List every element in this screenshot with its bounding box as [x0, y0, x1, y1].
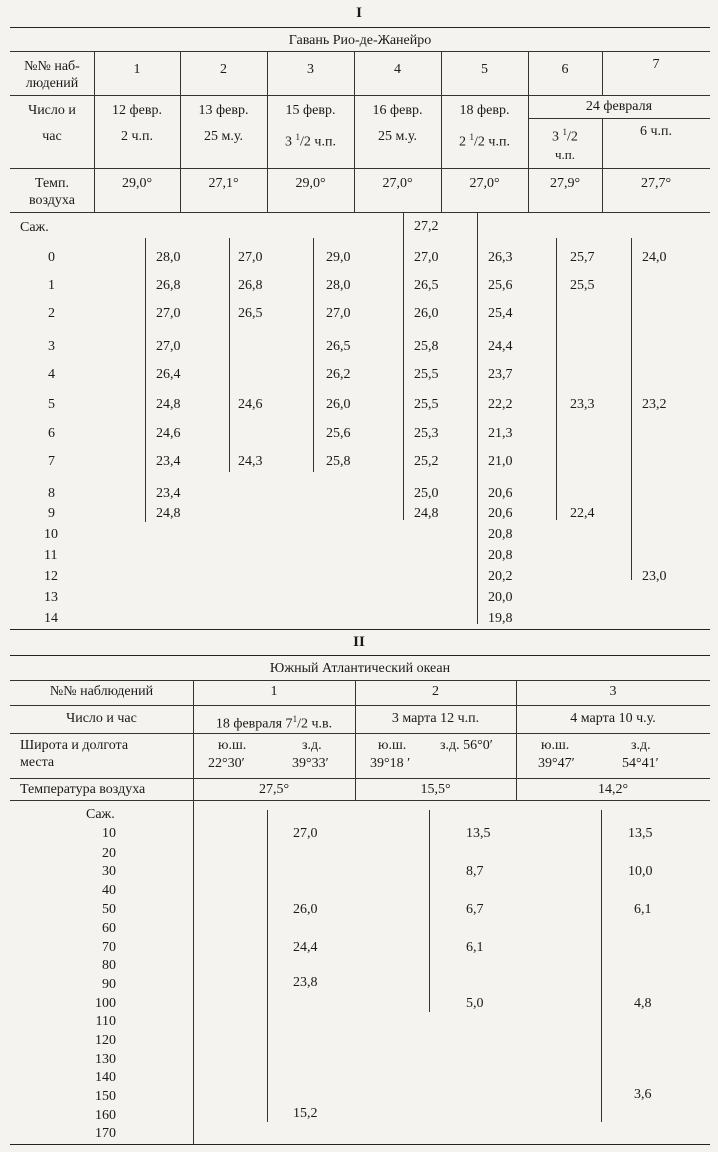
- table2-cell: 23,8: [293, 975, 318, 990]
- table1-depth: 4: [48, 367, 55, 382]
- table1-col7-bracket: [631, 238, 632, 580]
- table1-date: 13 февр.: [198, 103, 249, 118]
- table2-cell: 6,1: [466, 940, 484, 955]
- table1-merged-date: 24 февраля: [585, 99, 653, 114]
- table1-cell: 23,7: [488, 367, 513, 382]
- table1-depth: 3: [48, 339, 55, 354]
- table2-depth: 80: [102, 958, 116, 973]
- table2-lon-label: з.д.: [631, 738, 651, 753]
- table1-air-temp: 29,0°: [121, 176, 153, 191]
- table2-date: 4 марта 10 ч.у.: [570, 711, 656, 726]
- table2-obs-number: 1: [270, 684, 278, 699]
- table2-lat-value: 39°47′: [538, 756, 575, 771]
- table1-air-temp: 27,7°: [640, 176, 672, 191]
- table1-cell: 25,7: [570, 250, 595, 265]
- table2-cell: 5,0: [466, 996, 484, 1011]
- table2-depth: 150: [95, 1089, 116, 1104]
- table1-cell: 25,5: [570, 278, 595, 293]
- table2-depth: 120: [95, 1033, 116, 1048]
- table1-cell: 26,0: [326, 397, 351, 412]
- table1-cell: 20,6: [488, 506, 513, 521]
- table1-depth: 5: [48, 397, 55, 412]
- table1-cell: 26,8: [156, 278, 181, 293]
- table2-col1-bracket: [267, 810, 268, 1122]
- table1-label-temp: Темп.: [34, 176, 70, 191]
- table1-cell: 26,8: [238, 278, 263, 293]
- table1-depth: 10: [44, 527, 58, 542]
- time-fraction-denominator: /2: [300, 134, 311, 150]
- table1-col1-bracket: [145, 238, 146, 522]
- table1-cell: 27,0: [326, 306, 351, 321]
- table1-label-temp: воздуха: [29, 193, 75, 208]
- table1-date: 15 февр.: [285, 103, 336, 118]
- table2-col3-bracket: [601, 810, 602, 1122]
- table1-time: 2 ч.п.: [120, 129, 154, 144]
- table2-lon-label: з.д.: [302, 738, 322, 753]
- table1-cell: 25,0: [414, 486, 439, 501]
- table1-cell: 23,3: [570, 397, 595, 412]
- table2-cell: 15,2: [293, 1106, 318, 1121]
- time-int: 2: [459, 134, 467, 150]
- table1-depth: 12: [44, 569, 58, 584]
- time-int: 3: [285, 134, 293, 150]
- table1-obs-number: 5: [481, 62, 488, 77]
- table2-depth: 40: [102, 883, 116, 898]
- table1-obs-number: 4: [394, 62, 401, 77]
- table2-cell: 13,5: [628, 826, 653, 841]
- table1-depth: 9: [48, 506, 55, 521]
- table1-cell: 27,0: [414, 250, 439, 265]
- table1-air-temp: 27,0°: [469, 176, 500, 191]
- table1-cell: 21,3: [488, 426, 513, 441]
- table1-depth: 13: [44, 590, 58, 605]
- table2-header-rule: [10, 800, 710, 801]
- table1-cell: 20,6: [488, 486, 513, 501]
- table1-cell: 25,3: [414, 426, 439, 441]
- table1-obs-number: 2: [220, 62, 227, 77]
- table2-cell: 6,7: [466, 902, 484, 917]
- table1-cell: 22,4: [570, 506, 595, 521]
- table1-cell: 29,0: [326, 250, 351, 265]
- table1-cell: 20,0: [488, 590, 513, 605]
- table1-cell: 24,8: [414, 506, 439, 521]
- table2-header-rule: [10, 778, 710, 779]
- table2-depth: 170: [95, 1126, 116, 1141]
- table1-date: 12 февр.: [112, 103, 162, 118]
- table2-cell: 10,0: [628, 864, 653, 879]
- table2-lon-value: 39°33′: [292, 756, 329, 771]
- table1-cell: 26,5: [238, 306, 263, 321]
- table1-header-rule: [10, 95, 710, 96]
- table2-depth: 160: [95, 1108, 116, 1123]
- table1-time: 25 м.у.: [378, 129, 417, 144]
- time-fraction-denominator: /2: [474, 134, 485, 150]
- table2-header-rule: [10, 680, 710, 681]
- table1-cell: 26,0: [414, 306, 439, 321]
- table2-air-temp: 14,2°: [597, 782, 629, 797]
- table1-obs-number: 7: [652, 57, 660, 72]
- table2-roman-numeral: II: [353, 634, 365, 650]
- time-fraction-numerator: 1: [469, 132, 475, 142]
- table1-title-rule: [10, 51, 710, 52]
- table1-cell: 25,8: [326, 454, 351, 469]
- table2-cell: 4,8: [634, 996, 652, 1011]
- table1-col4-bracket: [403, 212, 404, 520]
- table1-cell: 25,5: [414, 397, 439, 412]
- table1-header-rule: [10, 212, 710, 213]
- table2-depth: 130: [95, 1052, 116, 1067]
- table1-cell: 26,2: [326, 367, 351, 382]
- table1-header-rule: [528, 118, 710, 119]
- table1-cell: 23,2: [642, 397, 667, 412]
- table1-cell: 23,4: [156, 486, 181, 501]
- table2-date: [193, 711, 355, 733]
- table1-cell: 24,0: [642, 250, 667, 265]
- time-fraction-numerator: 1: [295, 132, 301, 142]
- table2-obs-number: 3: [609, 684, 617, 699]
- table2-cell: 8,7: [466, 864, 484, 879]
- table1-cell: 27,0: [156, 306, 181, 321]
- table1-label-obs: №№ наб-: [24, 59, 80, 74]
- table1-depth: 14: [44, 611, 58, 626]
- table1-cell: 24,8: [156, 397, 181, 412]
- table1-depth: 1: [48, 278, 55, 293]
- table2-depth: 110: [95, 1014, 116, 1029]
- table1-cell: 27,0: [238, 250, 263, 265]
- date-fraction-rest: /2 ч.в.: [297, 716, 333, 732]
- table1-time-unit: ч.п.: [555, 147, 575, 162]
- table2-top-rule: [10, 655, 710, 656]
- table1-cell: 22,2: [488, 397, 513, 412]
- table2-depth: 100: [95, 996, 116, 1011]
- table2-depth-label: Саж.: [86, 807, 115, 822]
- table1-depth: 6: [48, 426, 55, 441]
- table1-air-temp: 29,0°: [295, 176, 326, 191]
- table1-cell: 23,4: [156, 454, 181, 469]
- table1-time: [441, 129, 528, 151]
- table1-date: 16 февр.: [372, 103, 423, 118]
- table2-lat-label: ю.ш.: [218, 738, 247, 753]
- table2-label-position: Широта и долгота: [20, 738, 129, 753]
- table1-date: 18 февр.: [459, 103, 510, 118]
- table2-air-temp: 15,5°: [420, 782, 451, 797]
- time-unit: ч.п.: [314, 134, 336, 150]
- table1-cell: 25,4: [488, 306, 513, 321]
- table1-cell: 26,4: [156, 367, 181, 382]
- table2-depth: 10: [102, 826, 116, 841]
- table2-lon-value: з.д. 56°0′: [440, 738, 493, 753]
- table1-time: [267, 129, 354, 151]
- table1-depth: 7: [48, 454, 55, 469]
- table1-cell: 19,8: [488, 611, 513, 626]
- table1-title: Гавань Рио-де-Жанейро: [288, 33, 432, 48]
- table2-cell: 6,1: [634, 902, 652, 917]
- table1-time: [528, 124, 602, 146]
- table1-cell: 24,6: [156, 426, 181, 441]
- table1-cell: 28,0: [326, 278, 351, 293]
- table2-lon-value: 54°41′: [622, 756, 659, 771]
- table2-cell: 27,0: [293, 826, 318, 841]
- table2-depth: 60: [102, 921, 116, 936]
- table2-title: Южный Атлантический океан: [269, 661, 451, 676]
- table2-cell: 3,6: [634, 1087, 652, 1102]
- table1-cell: 26,5: [326, 339, 351, 354]
- table1-label-date: Число и: [28, 103, 76, 118]
- table1-cell: 20,8: [488, 527, 513, 542]
- table1-time: 6 ч.п.: [639, 124, 673, 139]
- table1-cell: 27,0: [156, 339, 181, 354]
- table2-label-date: Число и час: [66, 711, 137, 726]
- table2-depth: 20: [102, 846, 116, 861]
- table1-cell: 27,2: [414, 219, 439, 234]
- table2-obs-number: 2: [432, 684, 439, 699]
- table1-cell: 25,5: [414, 367, 439, 382]
- table1-cell: 25,6: [488, 278, 513, 293]
- table1-depth: 11: [44, 548, 58, 563]
- time-fraction-denominator: /2: [567, 129, 578, 145]
- table2-date: 3 марта 12 ч.п.: [391, 711, 480, 726]
- table2-header-rule: [10, 733, 710, 734]
- table1-air-temp: 27,9°: [549, 176, 581, 191]
- table1-cell: 24,8: [156, 506, 181, 521]
- table2-label-obs: №№ наблюдений: [49, 684, 154, 699]
- date-fraction-numerator: 1: [292, 714, 298, 724]
- table1-col2-bracket: [229, 238, 230, 472]
- table2-depth: 140: [95, 1070, 116, 1085]
- time-int: 3: [552, 129, 560, 145]
- table1-cell: 26,5: [414, 278, 439, 293]
- table1-time: 25 м.у.: [204, 129, 243, 144]
- table2-cell: 13,5: [466, 826, 491, 841]
- table1-obs-number: 3: [307, 62, 314, 77]
- table1-depth: 8: [48, 486, 55, 501]
- table1-obs-number: 1: [133, 62, 141, 77]
- table1-col6-bracket: [556, 238, 557, 520]
- table1-cell: 23,0: [642, 569, 667, 584]
- table1-cell: 21,0: [488, 454, 513, 469]
- table1-cell: 24,6: [238, 397, 263, 412]
- table2-lat-value: 39°18 ′: [370, 756, 411, 771]
- time-unit: ч.п.: [488, 134, 510, 150]
- table1-depth: 0: [48, 250, 55, 265]
- table1-cell: 25,8: [414, 339, 439, 354]
- table1-air-temp: 27,1°: [208, 176, 239, 191]
- table2-label-position: места: [20, 755, 55, 770]
- table2-lat-value: 22°30′: [208, 756, 245, 771]
- table1-cell: 25,6: [326, 426, 351, 441]
- date-text: 18 февраля 7: [215, 716, 293, 732]
- table1-col5-bracket: [477, 212, 478, 624]
- table1-col3-bracket: [313, 238, 314, 472]
- table2-separator-rule: [10, 629, 710, 630]
- table1-header-rule: [10, 168, 710, 169]
- table2-bottom-rule: [10, 1144, 710, 1145]
- table2-depth: 30: [102, 864, 116, 879]
- table1-cell: 20,8: [488, 548, 513, 563]
- table1-label-date: час: [42, 129, 62, 144]
- table2-lat-label: ю.ш.: [378, 738, 407, 753]
- table1-air-temp: 27,0°: [382, 176, 413, 191]
- table1-depth-label: Саж.: [20, 220, 49, 235]
- table1-cell: 24,3: [238, 454, 263, 469]
- table1-cell: 25,2: [414, 454, 439, 469]
- table2-depth: 50: [102, 902, 116, 917]
- table2-col2-bracket: [429, 810, 430, 1012]
- table1-cell: 28,0: [156, 250, 181, 265]
- table1-cell: 24,4: [488, 339, 513, 354]
- table1-top-rule: [10, 27, 710, 28]
- table2-cell: 24,4: [293, 940, 318, 955]
- table1-obs-number: 6: [561, 62, 569, 77]
- table2-depth: 90: [102, 977, 116, 992]
- table1-cell: 20,2: [488, 569, 513, 584]
- table2-header-rule: [10, 705, 710, 706]
- table1-roman-numeral: I: [356, 5, 362, 21]
- table2-air-temp: 27,5°: [258, 782, 290, 797]
- table2-depth: 70: [102, 940, 116, 955]
- table2-label-temp: Температура воздуха: [20, 782, 146, 797]
- table2-label-vline: [193, 680, 194, 1144]
- time-fraction-numerator: 1: [562, 127, 568, 137]
- table2-cell: 26,0: [293, 902, 318, 917]
- table1-depth: 2: [48, 306, 55, 321]
- table1-cell: 26,3: [488, 250, 513, 265]
- table1-label-obs: людений: [25, 76, 79, 91]
- table2-lat-label: ю.ш.: [541, 738, 570, 753]
